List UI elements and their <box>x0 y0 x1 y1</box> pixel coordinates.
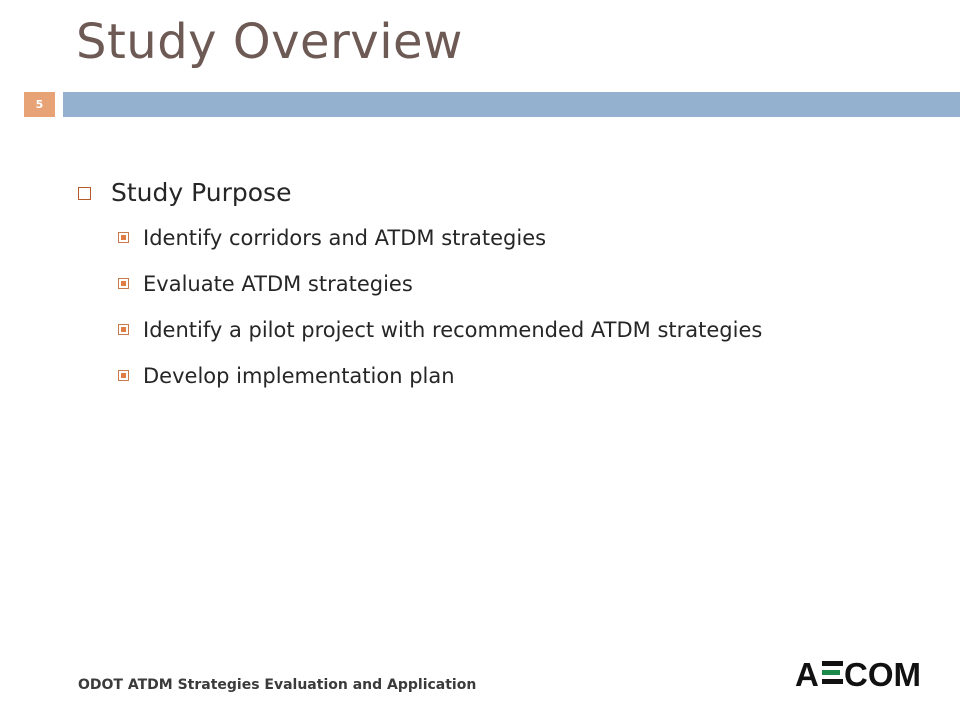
footer-text: ODOT ATDM Strategies Evaluation and Application <box>78 677 477 693</box>
filled-square-bullet-icon <box>118 278 129 289</box>
logo-e-bottom-bar <box>822 679 843 684</box>
list-item-text: Develop implementation plan <box>143 364 455 388</box>
filled-square-bullet-icon <box>118 370 129 381</box>
bullet-study-purpose <box>78 178 898 208</box>
square-bullet-icon <box>78 187 91 200</box>
list-item-text: Evaluate ATDM strategies <box>143 272 413 296</box>
list-item-text: Identify corridors and ATDM strategies <box>143 226 547 250</box>
list-item <box>118 220 898 256</box>
logo-e-top-bar <box>822 661 843 666</box>
logo-letter-a: A <box>795 656 819 693</box>
title-divider-bar <box>63 92 960 117</box>
list-item-text: Identify a pilot project with recommended ATDM strategies <box>143 318 763 342</box>
filled-square-bullet-icon <box>118 232 129 243</box>
bullet-heading: Study Purpose <box>111 178 292 207</box>
slide-content <box>78 178 898 404</box>
logo-e-middle-bar <box>822 670 840 675</box>
list-item <box>118 266 898 302</box>
slide-number: 5 <box>24 92 55 117</box>
logo-letters-com: COM <box>844 656 921 693</box>
list-item <box>118 358 898 394</box>
sub-bullet-list <box>118 220 898 394</box>
slide-title: Study Overview <box>76 14 463 70</box>
filled-square-bullet-icon <box>118 324 129 335</box>
aecom-logo <box>795 652 921 693</box>
list-item <box>118 312 898 348</box>
